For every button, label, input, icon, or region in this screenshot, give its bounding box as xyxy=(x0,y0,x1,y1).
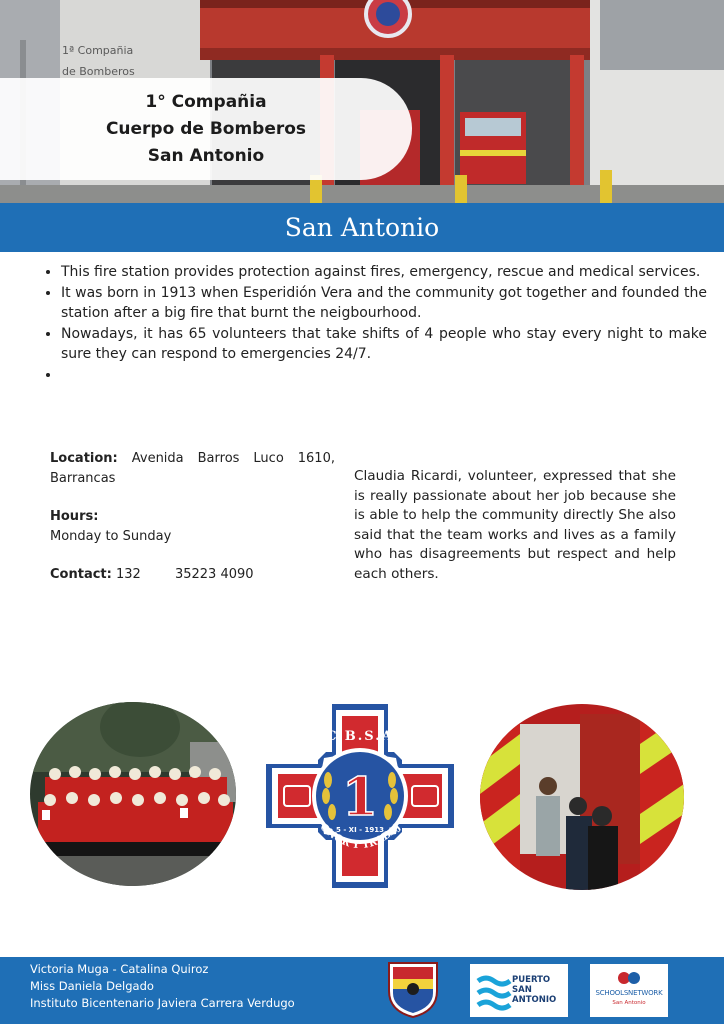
students-fire-truck-photo xyxy=(480,704,684,890)
hero-title-line2: Cuerpo de Bomberos xyxy=(105,118,307,139)
hours-info xyxy=(50,507,335,546)
contact-value-2: 35223 4090 xyxy=(174,567,254,582)
page-footer xyxy=(0,957,724,1024)
cbsa-badge-logo xyxy=(262,700,458,892)
network-logo-sub: San Antonio xyxy=(612,1000,646,1006)
location-value: Avenida Barros Luco 1610, Barrancas xyxy=(50,451,335,486)
fact-item-empty xyxy=(61,365,707,385)
fact-item: • Nowadays, it has 65 volunteers that take shifts of 4 people who stay every night to make sure they can respond to emergencies 24/7. xyxy=(61,324,707,365)
school-crest-logo xyxy=(385,959,441,1019)
badge-motto: ONOR Y TRABAJ xyxy=(317,821,403,852)
building-sign-line2: de Bomberos xyxy=(62,65,135,78)
hours-value: Monday to Sunday xyxy=(50,528,172,544)
port-logo-line1: PUERTO xyxy=(512,975,551,985)
location-info xyxy=(50,449,335,488)
section-banner xyxy=(0,203,724,252)
station-info xyxy=(50,449,335,604)
building-sign-line1: 1ª Compañia xyxy=(62,44,134,57)
fact-item: • This fire station provides protection against fires, emergency, rescue and medical services. xyxy=(61,262,707,283)
firefighters-group-photo xyxy=(30,702,236,886)
hero-banner xyxy=(0,0,724,203)
contact-label: Contact: xyxy=(50,567,112,582)
hero-title-pill xyxy=(0,78,412,180)
section-title: San Antonio xyxy=(284,213,440,242)
fact-item: • It was born in 1913 when Esperidión Vera and the community got together and founded the station after a big fire that burnt the neigbourhood. xyxy=(61,283,707,324)
footer-authors: Victoria Muga - Catalina Quiroz xyxy=(30,962,209,976)
port-logo-line3: ANTONIO xyxy=(512,995,557,1005)
volunteer-quote: Claudia Ricardi, volunteer, expressed that she is really passionate about her job because she is able to help the community directly She also said that the team works and lives as a family who has disagreements but respect and help each others. xyxy=(354,468,676,582)
contact-info xyxy=(50,565,335,585)
hero-title-line3: San Antonio xyxy=(147,145,265,166)
schools-network-logo xyxy=(590,964,668,1017)
facts-list xyxy=(44,262,707,385)
contact-value-1: 132 xyxy=(115,567,141,582)
footer-credits xyxy=(30,961,295,1012)
badge-top-text: C.B.S.A xyxy=(326,729,394,744)
footer-school: Instituto Bicentenario Javiera Carrera Verdugo xyxy=(30,996,295,1010)
hero-title-line1: 1° Compañia xyxy=(145,91,267,112)
port-logo-line2: SAN xyxy=(512,985,532,995)
badge-number: 1 xyxy=(341,767,379,828)
footer-teacher: Miss Daniela Delgado xyxy=(30,979,154,993)
puerto-san-antonio-logo xyxy=(470,964,568,1017)
badge-date: 5 - XI - 1913 xyxy=(336,826,384,834)
location-label: Location: xyxy=(50,451,118,466)
hours-label: Hours: xyxy=(50,509,99,524)
network-logo-text: SCHOOLSNETWORK xyxy=(595,989,663,997)
